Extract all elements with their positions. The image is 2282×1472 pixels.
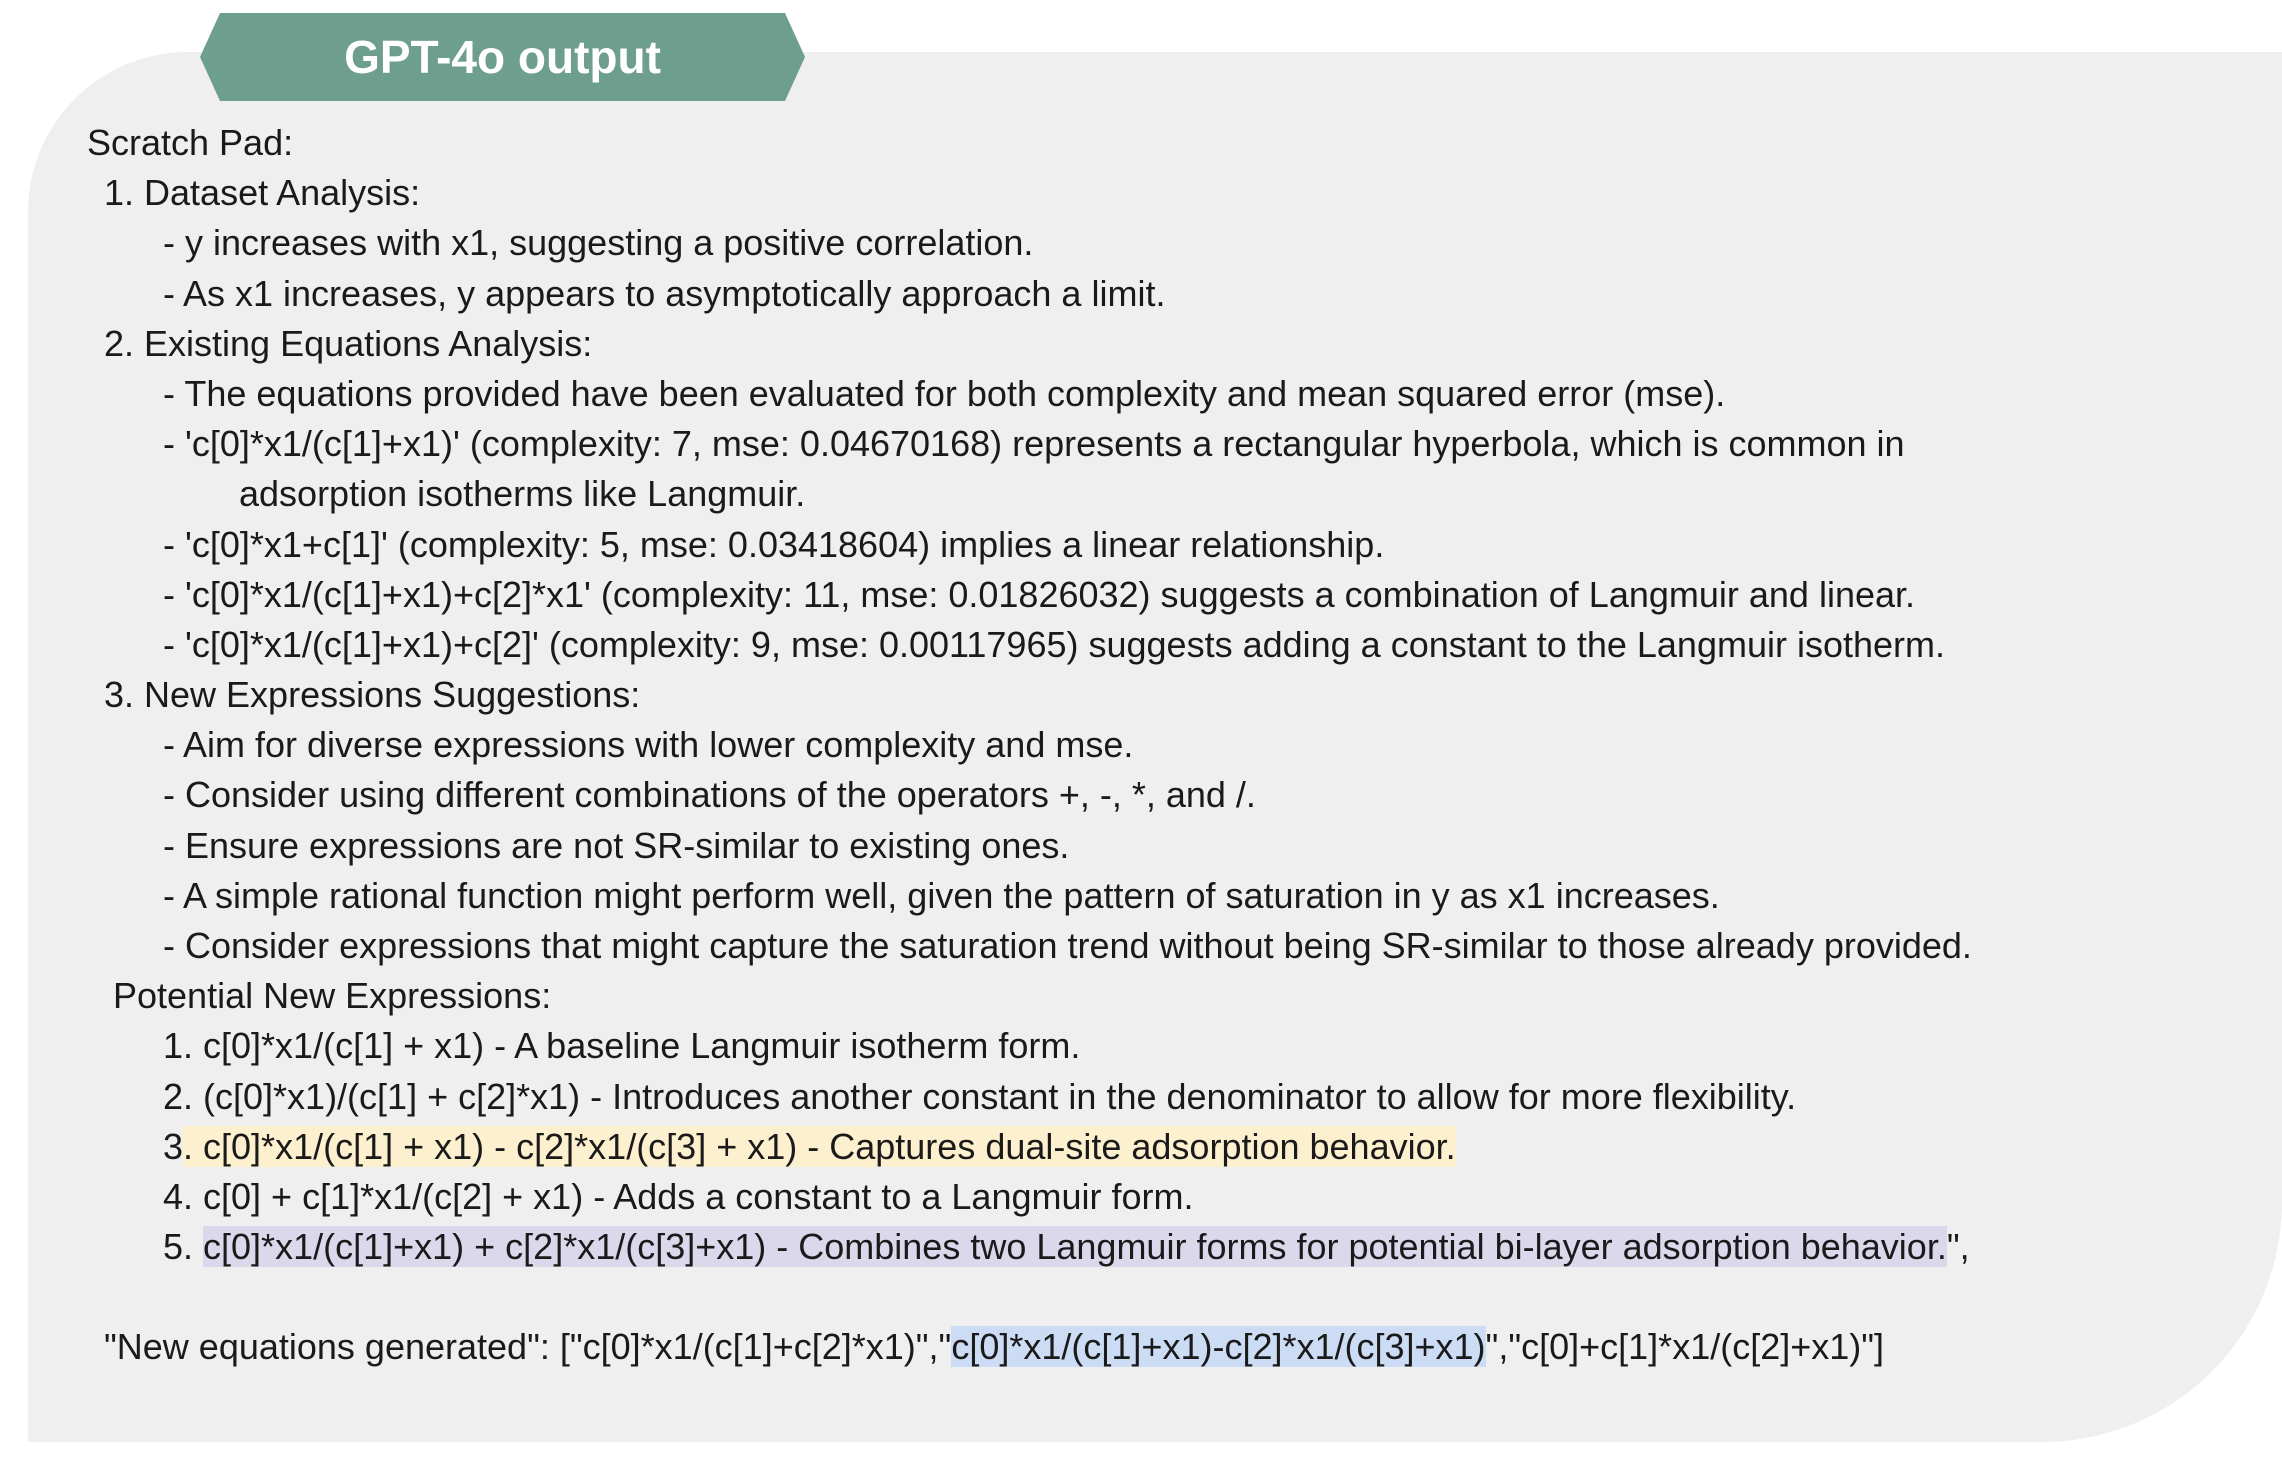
expression-item-highlighted [87, 1222, 2267, 1272]
section-item: - Consider using different combinations of the operators +, -, *, and /. [163, 774, 1256, 816]
section-item: - The equations provided have been evaluated for both complexity and mean squared error (mse). [163, 372, 1726, 414]
new-equations-generated [87, 1322, 2267, 1372]
section-heading: 2. Existing Equations Analysis: [104, 322, 593, 364]
section-item: - Aim for diverse expressions with lower complexity and mse. [163, 724, 1134, 766]
purple-highlight: c[0]*x1/(c[1]+x1) + c[2]*x1/(c[3]+x1) - Combines two Langmuir forms for potential bi-layer adsorption behavior. [203, 1226, 1947, 1268]
yellow-highlight: . c[0]*x1/(c[1] + x1) - c[2]*x1/(c[3] + x1) - Captures dual-site adsorption behavior. [183, 1125, 1456, 1167]
expression-number: 3 [163, 1125, 184, 1167]
expression-item-highlighted [87, 1122, 2267, 1172]
section-item-continuation: adsorption isotherms like Langmuir. [239, 473, 806, 515]
section-item: - 'c[0]*x1/(c[1]+x1)+c[2]' (complexity: 9, mse: 0.00117965) suggests adding a constant to the Langmuir isotherm. [163, 623, 1945, 665]
section-heading: 1. Dataset Analysis: [104, 172, 421, 214]
section-item: - Consider expressions that might capture the saturation trend without being SR-similar to those already provided. [163, 925, 1972, 966]
potential-expressions-heading: Potential New Expressions: [113, 975, 552, 1017]
tab-title: GPT-4o output [344, 31, 661, 83]
output-title-tab [200, 13, 805, 101]
generated-suffix: ","c[0]+c[1]*x1/(c[2]+x1)"] [1485, 1326, 1885, 1368]
expression-item: 4. c[0] + c[1]*x1/(c[2] + x1) - Adds a constant to a Langmuir form. [163, 1175, 1194, 1217]
expression-item: 2. (c[0]*x1)/(c[1] + c[2]*x1) - Introduces another constant in the denominator to allow for more flexibility. [163, 1075, 1797, 1117]
section-item: - Ensure expressions are not SR-similar to existing ones. [163, 824, 1070, 866]
scratch-pad-title: Scratch Pad: [87, 122, 294, 163]
expression-suffix: ", [1946, 1226, 1970, 1268]
section-item: - As x1 increases, y appears to asymptotically approach a limit. [163, 272, 1166, 314]
section-item: - 'c[0]*x1/(c[1]+x1)' (complexity: 7, mse: 0.04670168) represents a rectangular hyperbola, which is common in [163, 423, 1905, 465]
section-item: - 'c[0]*x1+c[1]' (complexity: 5, mse: 0.03418604) implies a linear relationship. [163, 523, 1385, 565]
expression-number: 5. [163, 1226, 204, 1268]
section-item: - y increases with x1, suggesting a positive correlation. [163, 222, 1034, 264]
blue-highlight: c[0]*x1/(c[1]+x1)-c[2]*x1/(c[3]+x1) [951, 1326, 1486, 1368]
expression-item: 1. c[0]*x1/(c[1] + x1) - A baseline Langmuir isotherm form. [163, 1025, 1081, 1067]
generated-prefix: "New equations generated": ["c[0]*x1/(c[1]+c[2]*x1)"," [104, 1326, 952, 1368]
section-item: - 'c[0]*x1/(c[1]+x1)+c[2]*x1' (complexity: 11, mse: 0.01826032) suggests a combination of Langmuir and linear. [163, 573, 1916, 615]
scratch-pad-content [87, 118, 2267, 1373]
section-item: - A simple rational function might perform well, given the pattern of saturation in y as x1 increases. [163, 874, 1720, 916]
section-heading: 3. New Expressions Suggestions: [104, 674, 641, 716]
